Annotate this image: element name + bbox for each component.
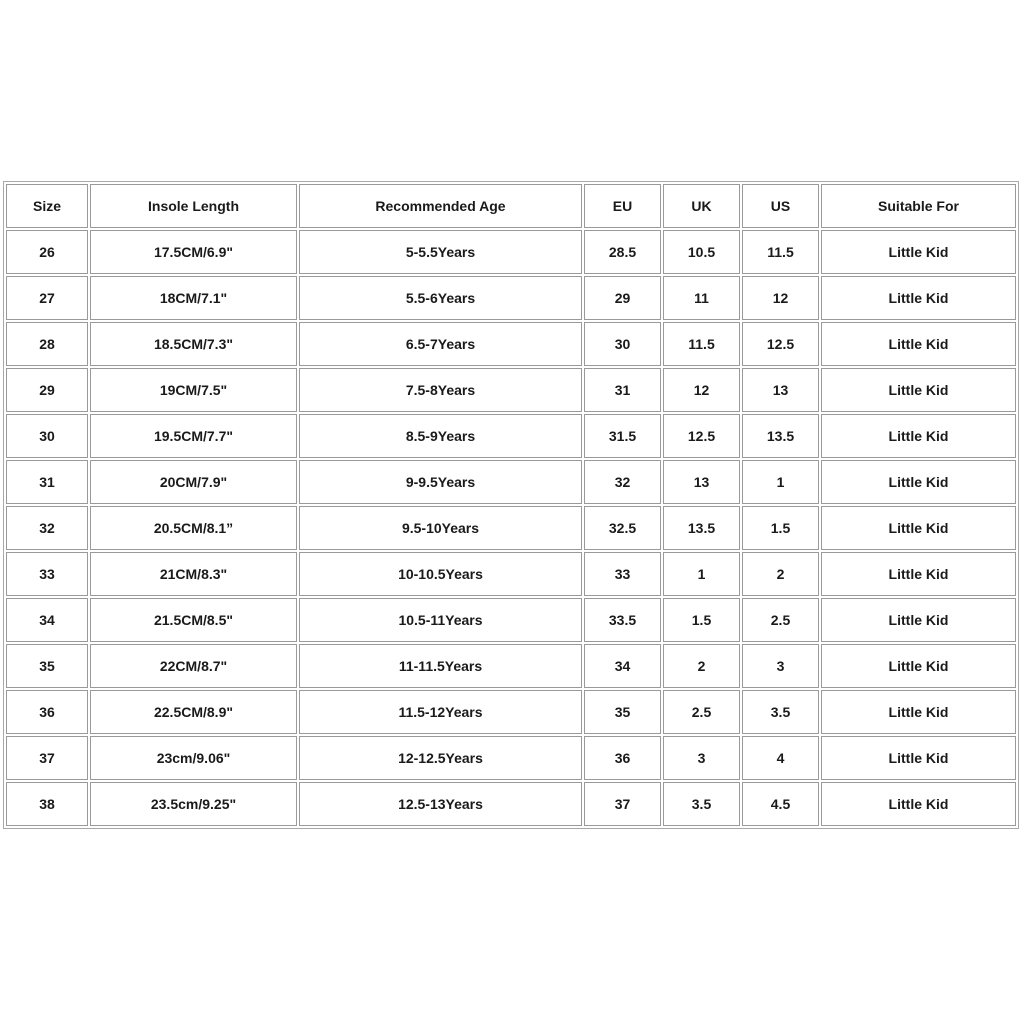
header-insole-length: Insole Length [90,184,297,228]
table-row [6,322,1016,366]
eu-cell: 33 [584,552,661,596]
uk-cell: 13.5 [663,506,740,550]
us-cell: 2 [742,552,819,596]
table-body [6,230,1016,826]
eu-cell: 31 [584,368,661,412]
size-cell: 32 [6,506,88,550]
suitable-for-cell: Little Kid [821,690,1016,734]
insole-length-cell: 18CM/7.1" [90,276,297,320]
recommended-age-cell: 9.5-10Years [299,506,582,550]
eu-cell: 31.5 [584,414,661,458]
insole-length-cell: 18.5CM/7.3" [90,322,297,366]
uk-cell: 2 [663,644,740,688]
header-us: US [742,184,819,228]
table-row [6,690,1016,734]
eu-cell: 36 [584,736,661,780]
insole-length-cell: 20CM/7.9" [90,460,297,504]
us-cell: 4 [742,736,819,780]
recommended-age-cell: 5-5.5Years [299,230,582,274]
recommended-age-cell: 7.5-8Years [299,368,582,412]
suitable-for-cell: Little Kid [821,414,1016,458]
recommended-age-cell: 12-12.5Years [299,736,582,780]
table-row [6,644,1016,688]
table-row [6,782,1016,826]
uk-cell: 11 [663,276,740,320]
size-cell: 28 [6,322,88,366]
size-cell: 29 [6,368,88,412]
table-row [6,460,1016,504]
eu-cell: 34 [584,644,661,688]
uk-cell: 1.5 [663,598,740,642]
eu-cell: 37 [584,782,661,826]
us-cell: 3 [742,644,819,688]
insole-length-cell: 17.5CM/6.9" [90,230,297,274]
suitable-for-cell: Little Kid [821,644,1016,688]
uk-cell: 12 [663,368,740,412]
table-row [6,276,1016,320]
table-row [6,368,1016,412]
recommended-age-cell: 6.5-7Years [299,322,582,366]
recommended-age-cell: 12.5-13Years [299,782,582,826]
size-cell: 27 [6,276,88,320]
recommended-age-cell: 5.5-6Years [299,276,582,320]
suitable-for-cell: Little Kid [821,276,1016,320]
uk-cell: 2.5 [663,690,740,734]
suitable-for-cell: Little Kid [821,230,1016,274]
header-suitable-for: Suitable For [821,184,1016,228]
recommended-age-cell: 8.5-9Years [299,414,582,458]
uk-cell: 10.5 [663,230,740,274]
insole-length-cell: 21CM/8.3" [90,552,297,596]
uk-cell: 11.5 [663,322,740,366]
table-row [6,552,1016,596]
uk-cell: 12.5 [663,414,740,458]
size-cell: 37 [6,736,88,780]
size-cell: 36 [6,690,88,734]
suitable-for-cell: Little Kid [821,368,1016,412]
eu-cell: 29 [584,276,661,320]
uk-cell: 1 [663,552,740,596]
size-cell: 26 [6,230,88,274]
us-cell: 1 [742,460,819,504]
size-cell: 33 [6,552,88,596]
insole-length-cell: 20.5CM/8.1” [90,506,297,550]
insole-length-cell: 19.5CM/7.7" [90,414,297,458]
size-cell: 30 [6,414,88,458]
size-cell: 35 [6,644,88,688]
header-recommended-age: Recommended Age [299,184,582,228]
recommended-age-cell: 11-11.5Years [299,644,582,688]
size-table [4,182,1018,828]
suitable-for-cell: Little Kid [821,598,1016,642]
recommended-age-cell: 10-10.5Years [299,552,582,596]
eu-cell: 32.5 [584,506,661,550]
insole-length-cell: 21.5CM/8.5" [90,598,297,642]
eu-cell: 28.5 [584,230,661,274]
us-cell: 12 [742,276,819,320]
us-cell: 13 [742,368,819,412]
table-row [6,414,1016,458]
size-cell: 31 [6,460,88,504]
header-row [6,184,1016,228]
uk-cell: 13 [663,460,740,504]
us-cell: 1.5 [742,506,819,550]
eu-cell: 32 [584,460,661,504]
us-cell: 4.5 [742,782,819,826]
header-uk: UK [663,184,740,228]
insole-length-cell: 22.5CM/8.9" [90,690,297,734]
us-cell: 12.5 [742,322,819,366]
recommended-age-cell: 11.5-12Years [299,690,582,734]
insole-length-cell: 23.5cm/9.25" [90,782,297,826]
header-size: Size [6,184,88,228]
us-cell: 13.5 [742,414,819,458]
recommended-age-cell: 10.5-11Years [299,598,582,642]
eu-cell: 33.5 [584,598,661,642]
suitable-for-cell: Little Kid [821,782,1016,826]
size-chart [3,181,1019,829]
table-row [6,506,1016,550]
recommended-age-cell: 9-9.5Years [299,460,582,504]
table-row [6,736,1016,780]
suitable-for-cell: Little Kid [821,736,1016,780]
us-cell: 11.5 [742,230,819,274]
eu-cell: 35 [584,690,661,734]
suitable-for-cell: Little Kid [821,322,1016,366]
table-row [6,598,1016,642]
suitable-for-cell: Little Kid [821,552,1016,596]
insole-length-cell: 19CM/7.5" [90,368,297,412]
uk-cell: 3 [663,736,740,780]
header-eu: EU [584,184,661,228]
us-cell: 3.5 [742,690,819,734]
eu-cell: 30 [584,322,661,366]
size-cell: 38 [6,782,88,826]
table-row [6,230,1016,274]
uk-cell: 3.5 [663,782,740,826]
suitable-for-cell: Little Kid [821,506,1016,550]
insole-length-cell: 22CM/8.7" [90,644,297,688]
suitable-for-cell: Little Kid [821,460,1016,504]
insole-length-cell: 23cm/9.06" [90,736,297,780]
us-cell: 2.5 [742,598,819,642]
size-cell: 34 [6,598,88,642]
